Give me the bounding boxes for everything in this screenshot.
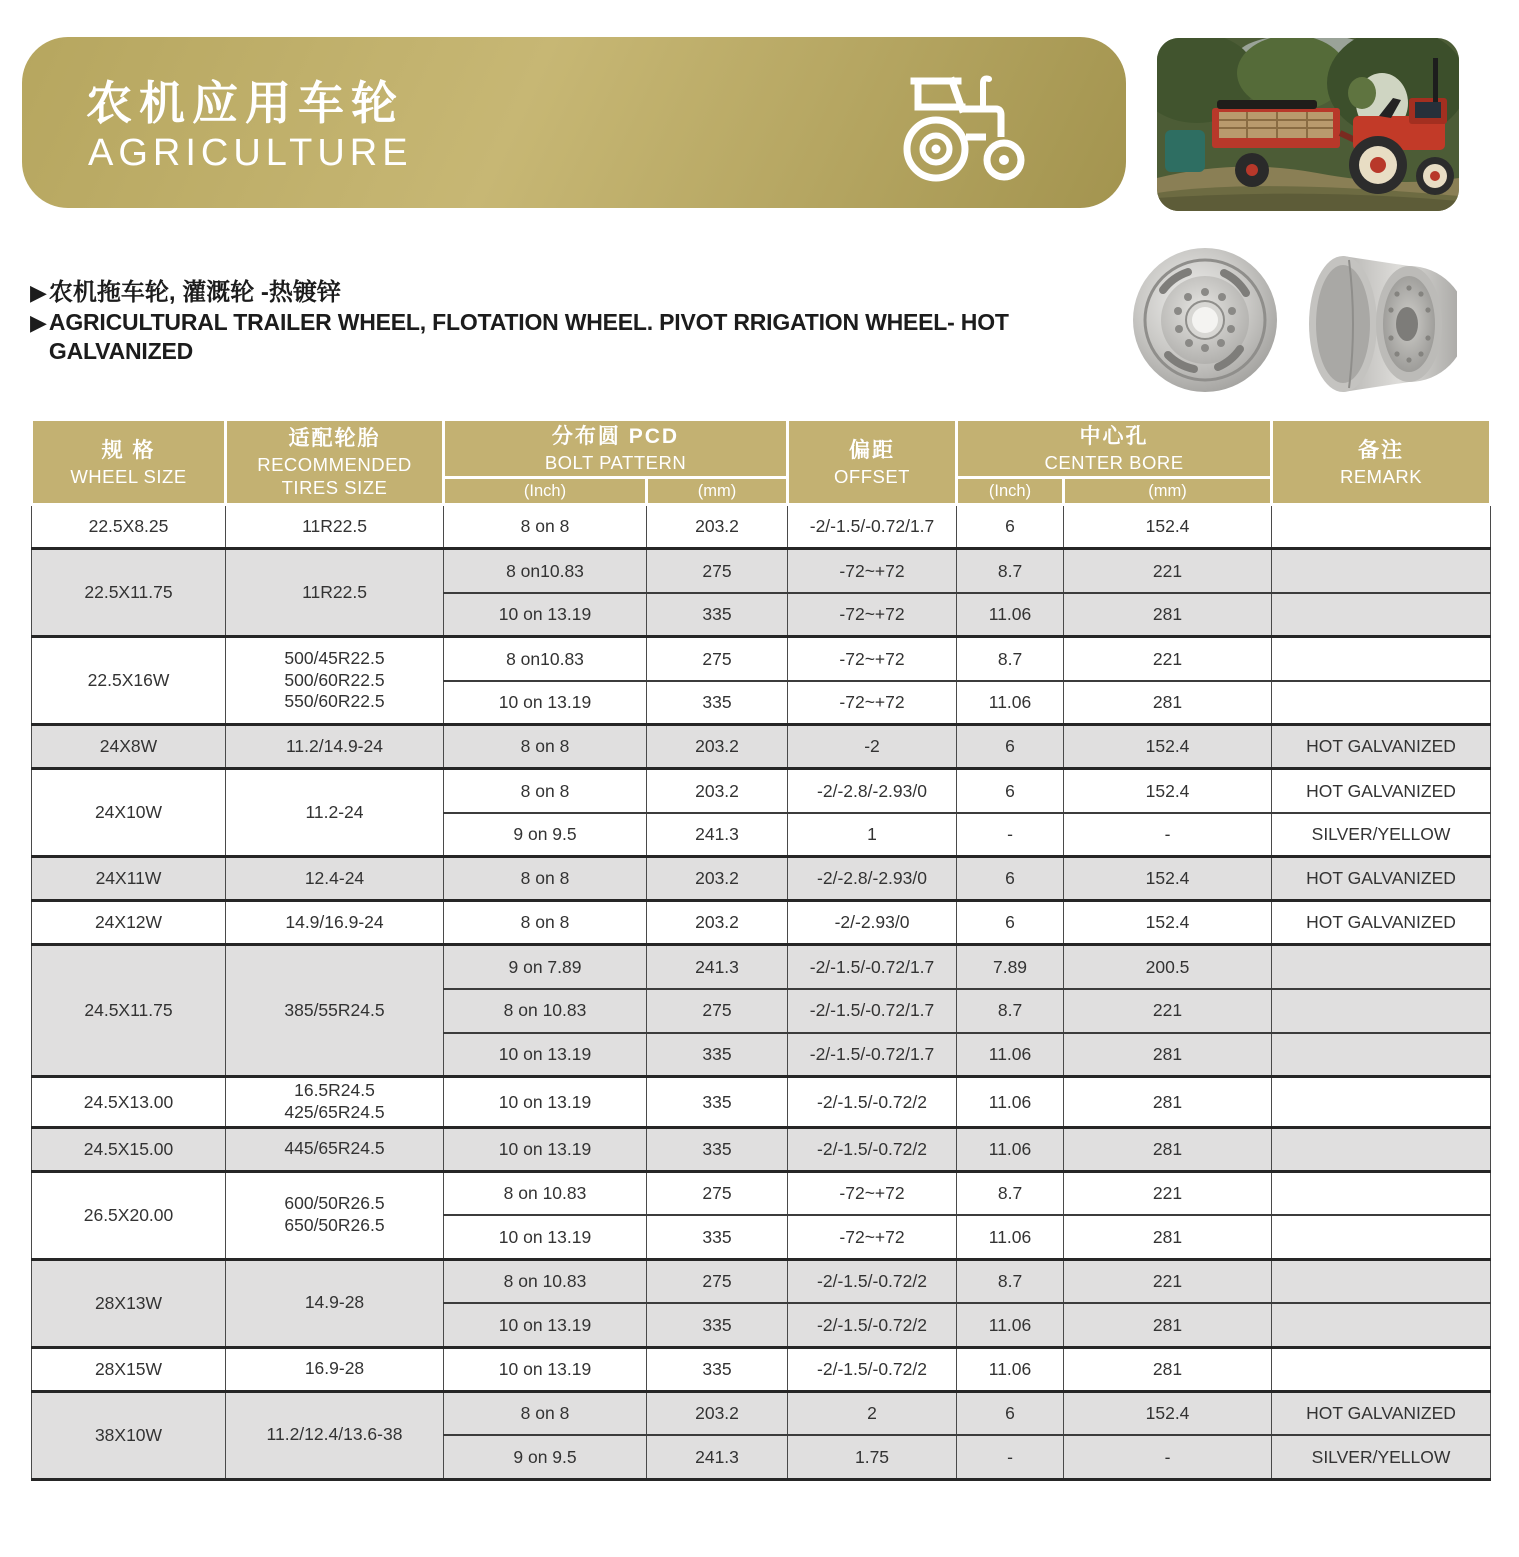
header-bolt-mm-label: (mm) (697, 482, 737, 500)
header-tires-en2: TIRES SIZE (281, 477, 388, 498)
remark-cell (1272, 1215, 1491, 1259)
wheel-front-image (1128, 245, 1283, 397)
offset-cell: -2/-1.5/-0.72/2 (788, 1259, 957, 1303)
wheel-size-cell: 24.5X15.00 (32, 1127, 226, 1171)
bore-inch-cell: 8.7 (957, 549, 1064, 593)
table-row (32, 505, 1491, 549)
offset-cell: -2/-2.8/-2.93/0 (788, 857, 957, 901)
remark-cell (1272, 1033, 1491, 1077)
intro-text (30, 278, 1090, 366)
bore-mm-cell: 152.4 (1064, 769, 1272, 813)
bolt-inch-cell: 9 on 9.5 (444, 813, 647, 857)
remark-cell (1272, 549, 1491, 593)
bolt-mm-cell: 241.3 (647, 813, 788, 857)
bore-inch-cell: 6 (957, 725, 1064, 769)
bore-inch-cell: 11.06 (957, 1077, 1064, 1128)
header-bolt-inch-label: (Inch) (523, 482, 567, 500)
remark-cell: HOT GALVANIZED (1272, 769, 1491, 813)
bore-inch-cell: - (957, 1435, 1064, 1479)
header-offset-en: OFFSET (834, 465, 910, 487)
bolt-inch-cell: 8 on 8 (444, 769, 647, 813)
offset-cell: -2/-1.5/-0.72/1.7 (788, 945, 957, 989)
bore-mm-cell: 281 (1064, 1215, 1272, 1259)
table-row (32, 1127, 1491, 1171)
table-row (32, 1077, 1491, 1128)
wheel-size-cell: 38X10W (32, 1391, 226, 1479)
wheel-size-cell: 24.5X13.00 (32, 1077, 226, 1128)
header-offset (788, 420, 957, 505)
tires-cell: 16.5R24.5 425/65R24.5 (226, 1077, 444, 1128)
bore-inch-cell: 11.06 (957, 1347, 1064, 1391)
remark-cell (1272, 681, 1491, 725)
bolt-mm-cell: 203.2 (647, 857, 788, 901)
offset-cell: -2/-1.5/-0.72/2 (788, 1127, 957, 1171)
wheel-size-cell: 24X11W (32, 857, 226, 901)
header-bore-inch (957, 478, 1064, 505)
bolt-inch-cell: 8 on 8 (444, 505, 647, 549)
bullet-text-en-line2: GALVANIZED (48, 338, 194, 364)
tires-cell: 11.2/12.4/13.6-38 (226, 1391, 444, 1479)
offset-cell: -2/-1.5/-0.72/2 (788, 1347, 957, 1391)
bolt-mm-cell: 335 (647, 1215, 788, 1259)
header-offset-zh: 偏距 (849, 438, 896, 462)
bolt-inch-cell: 9 on 7.89 (444, 945, 647, 989)
offset-cell: 1 (788, 813, 957, 857)
spec-table-body (32, 505, 1491, 1480)
bore-mm-cell: 281 (1064, 1077, 1272, 1128)
bore-mm-cell: 152.4 (1064, 725, 1272, 769)
bore-mm-cell: 152.4 (1064, 1391, 1272, 1435)
header-remark-zh: 备注 (1358, 438, 1405, 462)
offset-cell: -2/-2.8/-2.93/0 (788, 769, 957, 813)
bore-mm-cell: 281 (1064, 1347, 1272, 1391)
tires-cell: 11R22.5 (226, 549, 444, 637)
offset-cell: -72~+72 (788, 1215, 957, 1259)
header-center-bore (957, 420, 1272, 478)
bore-mm-cell: 152.4 (1064, 505, 1272, 549)
table-row (32, 549, 1491, 593)
bore-inch-cell: 8.7 (957, 989, 1064, 1033)
bore-inch-cell: 6 (957, 1391, 1064, 1435)
bore-inch-cell: 6 (957, 505, 1064, 549)
offset-cell: -2 (788, 725, 957, 769)
remark-cell (1272, 1347, 1491, 1391)
header-bore-inch-label: (Inch) (988, 482, 1032, 500)
remark-cell: HOT GALVANIZED (1272, 901, 1491, 945)
offset-cell: -72~+72 (788, 681, 957, 725)
table-row (32, 725, 1491, 769)
tires-cell: 12.4-24 (226, 857, 444, 901)
bore-inch-cell: 8.7 (957, 1171, 1064, 1215)
bore-mm-cell: 221 (1064, 989, 1272, 1033)
table-row (32, 945, 1491, 989)
wheel-size-cell: 24X8W (32, 725, 226, 769)
bolt-inch-cell: 10 on 13.19 (444, 1033, 647, 1077)
offset-cell: -2/-1.5/-0.72/2 (788, 1303, 957, 1347)
bullet-arrow-icon: ▶ (30, 280, 47, 305)
bore-inch-cell: 11.06 (957, 1303, 1064, 1347)
bullet-text-zh: 农机拖车轮, 灌溉轮 -热镀锌 (48, 279, 341, 306)
bore-inch-cell: 11.06 (957, 593, 1064, 637)
bolt-inch-cell: 8 on 8 (444, 725, 647, 769)
banner-title-en: AGRICULTURE (88, 132, 413, 174)
remark-cell: HOT GALVANIZED (1272, 857, 1491, 901)
tires-cell: 16.9-28 (226, 1347, 444, 1391)
header-tires (226, 420, 444, 505)
spec-table-header (32, 420, 1491, 505)
bolt-mm-cell: 335 (647, 1033, 788, 1077)
bolt-mm-cell: 203.2 (647, 901, 788, 945)
wheel-size-cell: 22.5X16W (32, 637, 226, 725)
bolt-inch-cell: 10 on 13.19 (444, 1303, 647, 1347)
tires-cell: 385/55R24.5 (226, 945, 444, 1077)
header-tires-en1: RECOMMENDED (257, 454, 412, 475)
offset-cell: -72~+72 (788, 1171, 957, 1215)
header-wheel-size-zh: 规 格 (101, 438, 156, 462)
bolt-inch-cell: 8 on10.83 (444, 549, 647, 593)
bolt-inch-cell: 8 on 10.83 (444, 989, 647, 1033)
bore-inch-cell: 6 (957, 769, 1064, 813)
table-row (32, 1347, 1491, 1391)
bolt-mm-cell: 241.3 (647, 945, 788, 989)
remark-cell: HOT GALVANIZED (1272, 1391, 1491, 1435)
bolt-inch-cell: 10 on 13.19 (444, 593, 647, 637)
bolt-mm-cell: 203.2 (647, 1391, 788, 1435)
wheel-size-cell: 26.5X20.00 (32, 1171, 226, 1259)
bore-inch-cell: 11.06 (957, 681, 1064, 725)
bolt-mm-cell: 335 (647, 1077, 788, 1128)
remark-cell (1272, 989, 1491, 1033)
wheel-side-image (1305, 248, 1457, 400)
bore-mm-cell: 221 (1064, 637, 1272, 681)
bolt-mm-cell: 203.2 (647, 769, 788, 813)
bolt-mm-cell: 203.2 (647, 725, 788, 769)
bore-mm-cell: 200.5 (1064, 945, 1272, 989)
header-remark-en: REMARK (1339, 465, 1423, 487)
bolt-mm-cell: 203.2 (647, 505, 788, 549)
bolt-inch-cell: 8 on10.83 (444, 637, 647, 681)
bore-inch-cell: 7.89 (957, 945, 1064, 989)
header-pcd-en: BOLT PATTERN (544, 452, 687, 473)
bore-mm-cell: 152.4 (1064, 901, 1272, 945)
tires-cell: 14.9/16.9-24 (226, 901, 444, 945)
wheel-size-cell: 24.5X11.75 (32, 945, 226, 1077)
bore-mm-cell: 221 (1064, 1259, 1272, 1303)
offset-cell: -2/-2.93/0 (788, 901, 957, 945)
remark-cell: SILVER/YELLOW (1272, 1435, 1491, 1479)
offset-cell: -72~+72 (788, 637, 957, 681)
offset-cell: -2/-1.5/-0.72/2 (788, 1077, 957, 1128)
bore-mm-cell: 281 (1064, 1033, 1272, 1077)
table-row (32, 1391, 1491, 1435)
wheel-size-cell: 24X12W (32, 901, 226, 945)
tires-cell: 11R22.5 (226, 505, 444, 549)
bore-mm-cell: 152.4 (1064, 857, 1272, 901)
table-row (32, 857, 1491, 901)
bore-mm-cell: 281 (1064, 1303, 1272, 1347)
wheel-size-cell: 24X10W (32, 769, 226, 857)
wheel-size-cell: 22.5X8.25 (32, 505, 226, 549)
bore-mm-cell: 221 (1064, 1171, 1272, 1215)
bullet-text-en (49, 308, 1009, 366)
header-tires-zh: 适配轮胎 (288, 427, 381, 450)
remark-cell (1272, 593, 1491, 637)
offset-cell: 1.75 (788, 1435, 957, 1479)
bolt-inch-cell: 10 on 13.19 (444, 1077, 647, 1128)
header-remark (1272, 420, 1491, 505)
offset-cell: 2 (788, 1391, 957, 1435)
tires-cell: 600/50R26.5 650/50R26.5 (226, 1171, 444, 1259)
offset-cell: -72~+72 (788, 549, 957, 593)
offset-cell: -72~+72 (788, 593, 957, 637)
header-wheel-size (32, 420, 226, 505)
banner-title-zh: 农机应用车轮 (86, 77, 404, 129)
bolt-mm-cell: 275 (647, 549, 788, 593)
header-bolt-pattern (444, 420, 788, 478)
bolt-mm-cell: 275 (647, 1259, 788, 1303)
table-row (32, 1259, 1491, 1303)
wheel-size-cell: 28X13W (32, 1259, 226, 1347)
offset-cell: -2/-1.5/-0.72/1.7 (788, 505, 957, 549)
offset-cell: -2/-1.5/-0.72/1.7 (788, 989, 957, 1033)
bolt-inch-cell: 8 on 10.83 (444, 1171, 647, 1215)
bolt-inch-cell: 8 on 10.83 (444, 1259, 647, 1303)
tires-cell: 11.2/14.9-24 (226, 725, 444, 769)
bolt-mm-cell: 275 (647, 637, 788, 681)
bore-inch-cell: 8.7 (957, 637, 1064, 681)
bolt-mm-cell: 275 (647, 989, 788, 1033)
bolt-mm-cell: 335 (647, 593, 788, 637)
remark-cell (1272, 1171, 1491, 1215)
table-row (32, 901, 1491, 945)
tires-cell: 500/45R22.5 500/60R22.5 550/60R22.5 (226, 637, 444, 725)
bolt-inch-cell: 10 on 13.19 (444, 1215, 647, 1259)
bore-mm-cell: 221 (1064, 549, 1272, 593)
bolt-mm-cell: 275 (647, 1171, 788, 1215)
tractor-photo (1157, 38, 1459, 211)
bore-inch-cell: 11.06 (957, 1127, 1064, 1171)
bolt-inch-cell: 8 on 8 (444, 901, 647, 945)
bolt-mm-cell: 335 (647, 681, 788, 725)
remark-cell: SILVER/YELLOW (1272, 813, 1491, 857)
bolt-mm-cell: 241.3 (647, 1435, 788, 1479)
header-wheel-size-en: WHEEL SIZE (70, 465, 187, 487)
remark-cell: HOT GALVANIZED (1272, 725, 1491, 769)
bolt-inch-cell: 10 on 13.19 (444, 1127, 647, 1171)
bore-inch-cell: 11.06 (957, 1215, 1064, 1259)
bore-inch-cell: 6 (957, 901, 1064, 945)
header-bore-en: CENTER BORE (1044, 452, 1184, 473)
table-row (32, 637, 1491, 681)
header-bore-mm-label: (mm) (1148, 482, 1187, 500)
header-bore-zh: 中心孔 (1079, 425, 1149, 448)
bolt-inch-cell: 10 on 13.19 (444, 681, 647, 725)
bore-mm-cell: 281 (1064, 1127, 1272, 1171)
header-bolt-inch (444, 478, 647, 505)
header-pcd-zh: 分布圆 PCD (551, 425, 680, 448)
remark-cell (1272, 945, 1491, 989)
bore-inch-cell: 8.7 (957, 1259, 1064, 1303)
wheel-spec-table (30, 418, 1492, 1481)
table-row (32, 769, 1491, 813)
remark-cell (1272, 1127, 1491, 1171)
bolt-mm-cell: 335 (647, 1127, 788, 1171)
bullet-line-zh (30, 278, 1090, 308)
bore-mm-cell: - (1064, 813, 1272, 857)
bore-inch-cell: 6 (957, 857, 1064, 901)
bore-mm-cell: 281 (1064, 681, 1272, 725)
wheel-size-cell: 28X15W (32, 1347, 226, 1391)
wheel-size-cell: 22.5X11.75 (32, 549, 226, 637)
remark-cell (1272, 637, 1491, 681)
remark-cell (1272, 1077, 1491, 1128)
bolt-mm-cell: 335 (647, 1347, 788, 1391)
remark-cell (1272, 505, 1491, 549)
tires-cell: 445/65R24.5 (226, 1127, 444, 1171)
bore-inch-cell: - (957, 813, 1064, 857)
header-bore-mm (1064, 478, 1272, 505)
tractor-icon (900, 67, 1035, 189)
tires-cell: 14.9-28 (226, 1259, 444, 1347)
bolt-inch-cell: 10 on 13.19 (444, 1347, 647, 1391)
bore-mm-cell: 281 (1064, 593, 1272, 637)
bolt-inch-cell: 8 on 8 (444, 1391, 647, 1435)
table-row (32, 1171, 1491, 1215)
offset-cell: -2/-1.5/-0.72/1.7 (788, 1033, 957, 1077)
bore-inch-cell: 11.06 (957, 1033, 1064, 1077)
bolt-inch-cell: 9 on 9.5 (444, 1435, 647, 1479)
remark-cell (1272, 1303, 1491, 1347)
agriculture-banner (22, 37, 1126, 208)
bolt-inch-cell: 8 on 8 (444, 857, 647, 901)
remark-cell (1272, 1259, 1491, 1303)
bullet-text-en-line1: AGRICULTURAL TRAILER WHEEL, FLOTATION WHEEL. PIVOT RRIGATION WHEEL- HOT (48, 309, 1009, 335)
bore-mm-cell: - (1064, 1435, 1272, 1479)
header-bolt-mm (647, 478, 788, 505)
bullet-arrow-icon: ▶ (30, 310, 47, 335)
tires-cell: 11.2-24 (226, 769, 444, 857)
bolt-mm-cell: 335 (647, 1303, 788, 1347)
bullet-line-en (30, 308, 1090, 366)
